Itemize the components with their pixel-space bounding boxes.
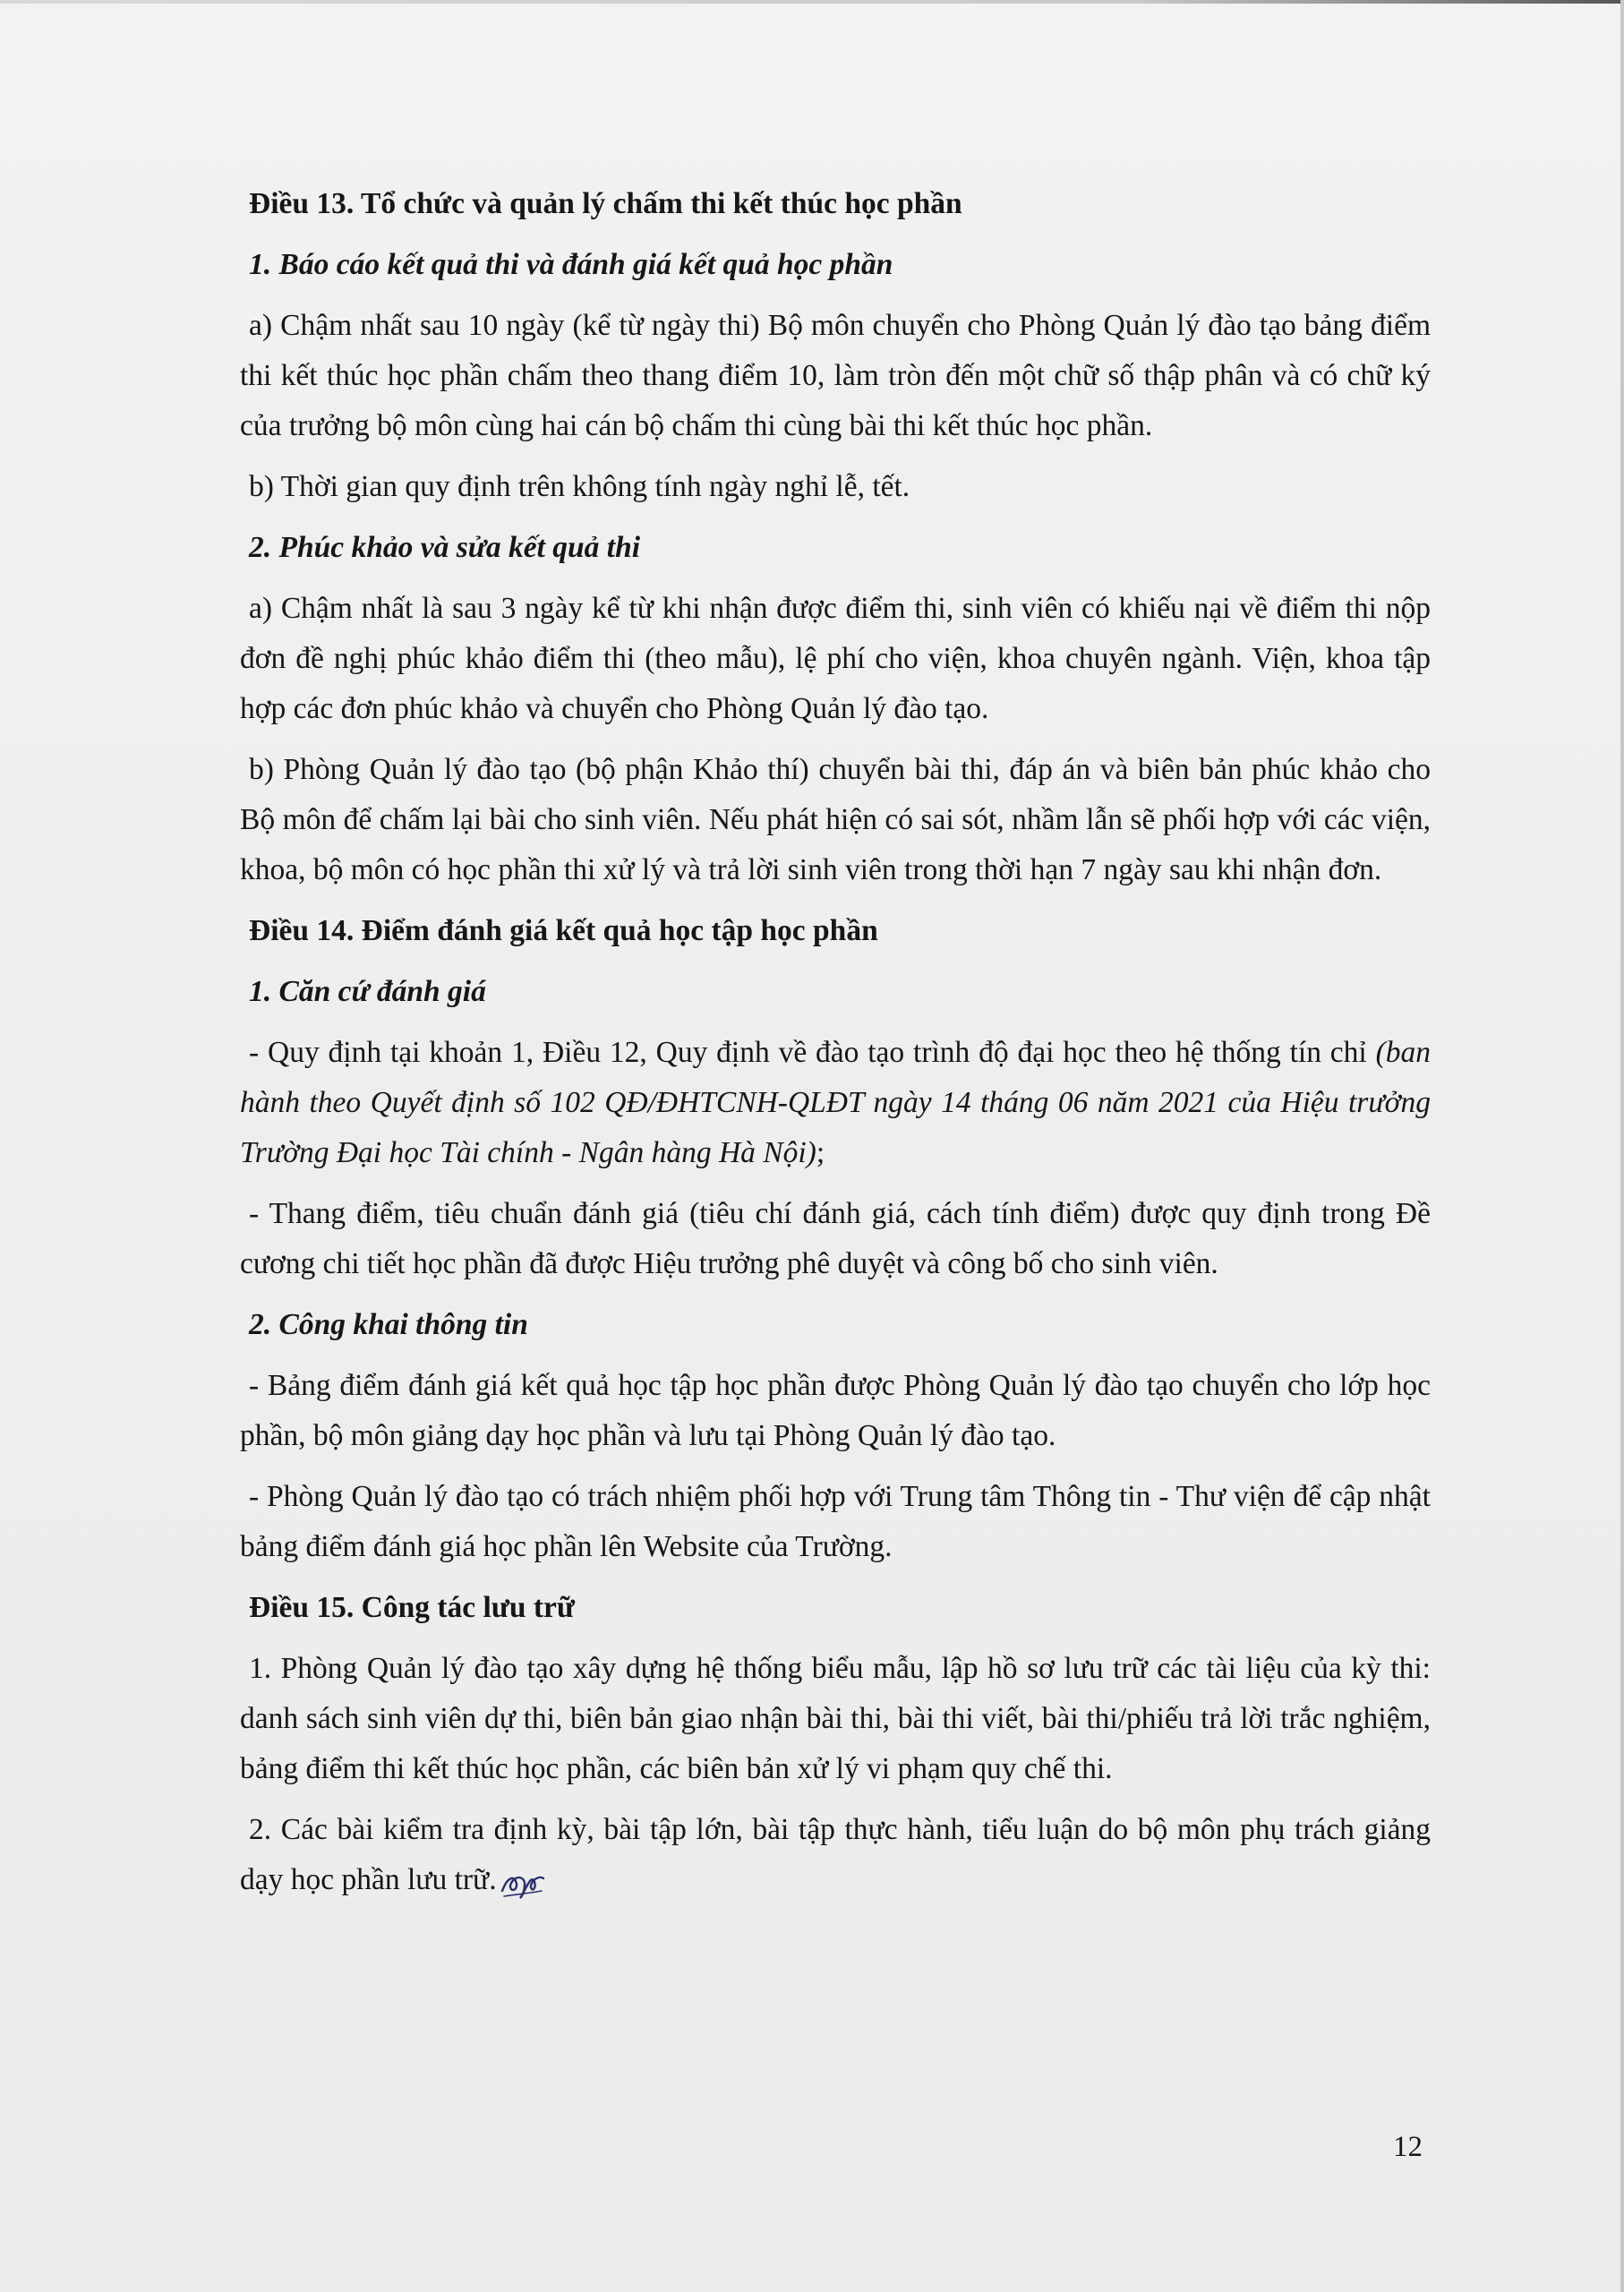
article-14-sub-2-heading: 2. Công khai thông tin xyxy=(249,1308,528,1341)
scan-top-edge xyxy=(0,0,1624,4)
article-15-heading: Điều 15. Công tác lưu trữ xyxy=(249,1591,576,1624)
article-14-sub-2-para-2: - Phòng Quản lý đào tạo có trách nhiệm phối hợp với Trung tâm Thông tin - Thư viện để cập nhật bảng điểm đánh giá học phần lên Website của Trường. xyxy=(240,1480,1431,1563)
article-13-sub-1-para-a: a) Chậm nhất sau 10 ngày (kể từ ngày thi) Bộ môn chuyển cho Phòng Quản lý đào tạo bảng điểm thi kết thúc học phần chấm theo thang điểm 10, làm tròn đến một chữ số thập phân và có chữ ký của trưởng bộ môn cùng hai cán bộ chấm thi cùng bài thi kết thúc học phần. xyxy=(240,309,1431,442)
article-14-sub-2-para-1: - Bảng điểm đánh giá kết quả học tập học phần được Phòng Quản lý đào tạo chuyển cho lớp học phần, bộ môn giảng dạy học phần và lưu tại Phòng Quản lý đào tạo. xyxy=(240,1369,1431,1452)
article-13-sub-2-para-a: a) Chậm nhất là sau 3 ngày kể từ khi nhận được điểm thi, sinh viên có khiếu nại về điểm thi nộp đơn đề nghị phúc khảo điểm thi (theo mẫu), lệ phí cho viện, khoa chuyên ngành. Viện, khoa tập hợp các đơn phúc khảo và chuyển cho Phòng Quản lý đào tạo. xyxy=(240,592,1431,725)
article-13-sub-1-heading: 1. Báo cáo kết quả thi và đánh giá kết quả học phần xyxy=(249,248,893,281)
article-13-heading: Điều 13. Tổ chức và quản lý chấm thi kết thúc học phần xyxy=(249,187,962,220)
article-14-sub-1-para-2: - Thang điểm, tiêu chuẩn đánh giá (tiêu chí đánh giá, cách tính điểm) được quy định trong Đề cương chi tiết học phần đã được Hiệu trưởng phê duyệt và công bố cho sinh viên. xyxy=(240,1197,1431,1280)
page-number: 12 xyxy=(1393,2131,1423,2163)
article-14-sub-1-heading: 1. Căn cứ đánh giá xyxy=(249,975,486,1008)
article-14-sub-1-para-1-text: - Quy định tại khoản 1, Điều 12, Quy định về đào tạo trình độ đại học theo hệ thống tín chỉ xyxy=(249,1036,1376,1069)
article-13-sub-2-para-b: b) Phòng Quản lý đào tạo (bộ phận Khảo thí) chuyển bài thi, đáp án và biên bản phúc khảo cho Bộ môn để chấm lại bài cho sinh viên. Nếu phát hiện có sai sót, nhầm lẫn sẽ phối hợp với các viện, khoa, bộ môn có học phần thi xử lý và trả lời sinh viên trong thời hạn 7 ngày sau khi nhận đơn. xyxy=(240,753,1431,886)
article-13-sub-2-heading: 2. Phúc khảo và sửa kết quả thi xyxy=(249,531,641,564)
article-15-para-2 xyxy=(240,1805,1431,1905)
article-13-sub-1-para-b: b) Thời gian quy định trên không tính ngày nghỉ lễ, tết. xyxy=(249,470,910,503)
initials-signature-icon xyxy=(499,1860,549,1902)
article-14-sub-1-para-1 xyxy=(240,1028,1431,1178)
article-14-sub-1-para-1-tail: ; xyxy=(816,1136,825,1169)
article-14-sub-1-para-1-citation: (ban hành theo Quyết định số 102 QĐ/ĐHTCNH-QLĐT ngày 14 tháng 06 năm 2021 của Hiệu trưởng Trường Đại học Tài chính - Ngân hàng Hà Nội) xyxy=(240,1036,1431,1169)
scan-right-edge xyxy=(1620,0,1624,2292)
document-body xyxy=(240,179,1431,1916)
article-15-para-1: 1. Phòng Quản lý đào tạo xây dựng hệ thống biểu mẫu, lập hồ sơ lưu trữ các tài liệu của kỳ thi: danh sách sinh viên dự thi, biên bản giao nhận bài thi, bài thi viết, bài thi/phiếu trả lời trắc nghiệm, bảng điểm thi kết thúc học phần, các biên bản xử lý vi phạm quy chế thi. xyxy=(240,1652,1431,1785)
article-15-para-2-text: 2. Các bài kiểm tra định kỳ, bài tập lớn, bài tập thực hành, tiểu luận do bộ môn phụ trách giảng dạy học phần lưu trữ. xyxy=(240,1813,1431,1896)
article-14-heading: Điều 14. Điểm đánh giá kết quả học tập học phần xyxy=(249,914,878,947)
